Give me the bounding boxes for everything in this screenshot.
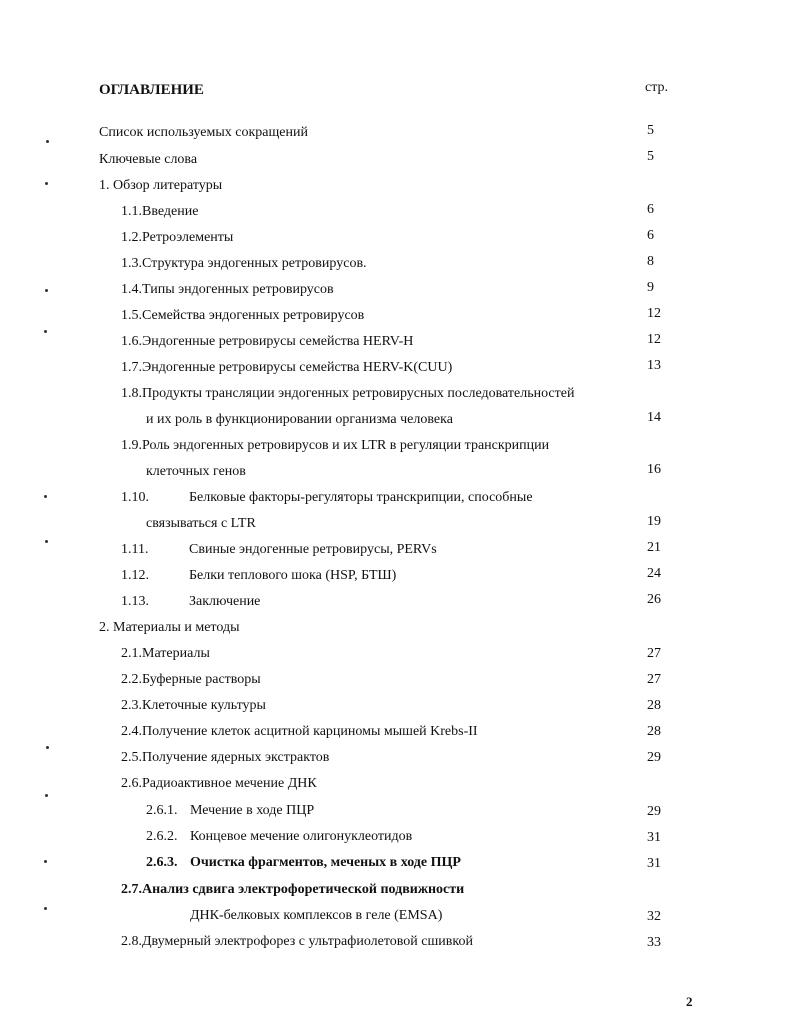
scan-speck (45, 289, 48, 292)
toc-entry-text: 2.2.Буферные растворы (121, 672, 261, 687)
toc-entry-text: Концевое мечение олигонуклеотидов (190, 829, 413, 844)
toc-entry-number: 2.6.3. (146, 855, 178, 870)
toc-entry-number: 1.11. (121, 542, 149, 557)
toc-entry-page: 32 (647, 909, 661, 924)
scan-speck (44, 907, 47, 910)
toc-entry-text: Свиные эндогенные ретровирусы, PERVs (189, 542, 437, 557)
toc-entry-page: 28 (647, 724, 661, 739)
scan-speck (46, 140, 49, 143)
toc-entry-number: 1.13. (121, 594, 149, 609)
toc-entry-text: ДНК-белковых комплексов в геле (EMSA) (190, 908, 443, 923)
toc-entry-page: 27 (647, 646, 661, 661)
toc-entry-text: Ключевые слова (99, 152, 198, 167)
toc-entry-text: Белки теплового шока (HSP, БТШ) (189, 568, 397, 583)
toc-entry-text: 1.6.Эндогенные ретровирусы семейства HERV-H (121, 334, 414, 349)
toc-entry-text: 1.9.Роль эндогенных ретровирусов и их LTR в регуляции транскрипции (121, 438, 550, 453)
toc-entry-text: 1. Обзор литературы (99, 178, 223, 193)
toc-entry-text: 1.4.Типы эндогенных ретровирусов (121, 282, 334, 297)
page-number: 2 (686, 994, 693, 1009)
toc-entry-page: 5 (647, 149, 654, 164)
toc-entry-page: 29 (647, 750, 661, 765)
toc-entry-text: 1.3.Структура эндогенных ретровирусов. (121, 256, 367, 271)
toc-entry-number: 1.10. (121, 490, 149, 505)
toc-entry-text: Очистка фрагментов, меченых в ходе ПЦР (190, 855, 461, 870)
toc-entry-text: 1.2.Ретроэлементы (121, 230, 234, 245)
toc-entry-page: 21 (647, 540, 661, 555)
toc-entry-text: 1.5.Семейства эндогенных ретровирусов (121, 308, 365, 323)
toc-title: ОГЛАВЛЕНИЕ (99, 82, 204, 98)
toc-entry-text: клеточных генов (146, 464, 246, 479)
scan-speck (44, 495, 47, 498)
toc-entry-page: 12 (647, 306, 661, 321)
toc-entry-text: связываться с LTR (146, 516, 256, 531)
toc-entry-text: 2.6.Радиоактивное мечение ДНК (121, 776, 317, 791)
toc-entry-text: 2.1.Материалы (121, 646, 210, 661)
toc-entry-page: 14 (647, 410, 661, 425)
scan-speck (44, 860, 47, 863)
toc-entry-text: и их роль в функционировании организма человека (146, 412, 453, 427)
toc-entry-page: 13 (647, 358, 661, 373)
toc-entry-number: 2.6.2. (146, 829, 178, 844)
toc-entry-text: Белковые факторы-регуляторы транскрипции, способные (189, 490, 533, 505)
toc-entry-text: 2.3.Клеточные культуры (121, 698, 266, 713)
scan-speck (46, 746, 49, 749)
toc-entry-page: 27 (647, 672, 661, 687)
toc-entry-number: 2.6.1. (146, 803, 178, 818)
toc-entry-page: 26 (647, 592, 661, 607)
toc-entry-page: 31 (647, 830, 661, 845)
scan-speck (45, 794, 48, 797)
toc-entry-text: Список используемых сокращений (99, 125, 308, 140)
toc-entry-text: 1.8.Продукты трансляции эндогенных ретровирусных последовательностей (121, 386, 575, 401)
scan-speck (45, 540, 48, 543)
toc-entry-page: 29 (647, 804, 661, 819)
toc-entry-page: 5 (647, 123, 654, 138)
toc-entry-text: 2. Материалы и методы (99, 620, 240, 635)
toc-entry-text: 2.8.Двумерный электрофорез с ультрафиолетовой сшивкой (121, 934, 473, 949)
toc-entry-number: 1.12. (121, 568, 149, 583)
scan-speck (45, 182, 48, 185)
toc-entry-text: Заключение (189, 594, 261, 609)
toc-entry-text: 1.7.Эндогенные ретровирусы семейства HERV-K(CUU) (121, 360, 453, 375)
toc-entry-page: 24 (647, 566, 661, 581)
toc-entry-text: Мечение в ходе ПЦР (190, 803, 315, 818)
toc-entry-text: 1.1.Введение (121, 204, 199, 219)
toc-entry-text: 2.4.Получение клеток асцитной карциномы мышей Krebs-II (121, 724, 478, 739)
toc-entry-page: 31 (647, 856, 661, 871)
toc-entry-page: 8 (647, 254, 654, 269)
toc-entry-page: 19 (647, 514, 661, 529)
toc-entry-text: 2.7.Анализ сдвига электрофоретической подвижности (121, 882, 465, 897)
scan-speck (44, 330, 47, 333)
toc-entry-page: 12 (647, 332, 661, 347)
toc-entry-page: 6 (647, 228, 654, 243)
toc-entry-page: 16 (647, 462, 661, 477)
toc-entry-page: 9 (647, 280, 654, 295)
toc-entry-page: 28 (647, 698, 661, 713)
toc-entry-page: 33 (647, 935, 661, 950)
page-column-label: стр. (645, 80, 669, 95)
toc-entry-text: 2.5.Получение ядерных экстрактов (121, 750, 330, 765)
toc-entry-page: 6 (647, 202, 654, 217)
